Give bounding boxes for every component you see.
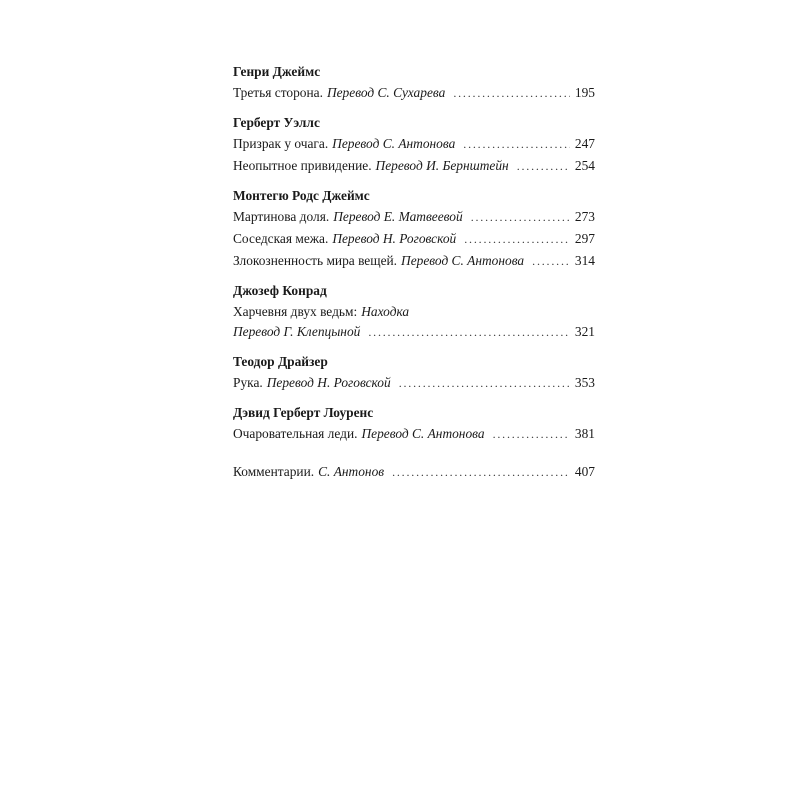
toc-entry	[233, 158, 595, 174]
dot-leader	[368, 324, 570, 340]
dot-leader	[517, 158, 570, 174]
author-name: Монтегю Родс Джеймс	[233, 188, 370, 203]
toc-entry	[233, 375, 595, 391]
toc-section	[233, 64, 595, 101]
entry-translator: Перевод С. Антонова	[332, 136, 456, 151]
toc-section	[233, 405, 595, 442]
entry-title-line	[233, 304, 595, 320]
entry-title: Мартинова доля.	[233, 209, 330, 224]
entry-translator: Перевод С. Антонова	[401, 253, 525, 268]
entry-page-number: 407	[574, 464, 595, 479]
dot-leader	[493, 426, 570, 442]
entry-title: Третья сторона.	[233, 85, 323, 100]
entry-page-number: 353	[574, 375, 595, 390]
author-name: Дэвид Герберт Лоуренс	[233, 405, 374, 420]
toc-entry	[233, 85, 595, 101]
entry-page-number: 195	[574, 85, 595, 100]
entry-title: Неопытное привидение.	[233, 158, 372, 173]
toc-section	[233, 283, 595, 340]
dot-leader	[399, 375, 570, 391]
entry-title: Призрак у очага.	[233, 136, 329, 151]
entry-translator: Перевод Н. Роговской	[332, 231, 457, 246]
toc-comments-section	[233, 464, 595, 480]
toc-entry	[233, 304, 595, 340]
dot-leader	[463, 136, 570, 152]
toc-entry	[233, 209, 595, 225]
entry-subtitle: Находка	[361, 304, 410, 319]
entry-translator: Перевод Н. Роговской	[266, 375, 391, 390]
toc-entry	[233, 426, 595, 442]
toc-section	[233, 188, 595, 269]
entry-title: Рука.	[233, 375, 263, 390]
entry-translator: С. Антонов	[318, 464, 385, 479]
entry-translator: Перевод Г. Клепцыной	[233, 324, 361, 339]
author-name: Генри Джеймс	[233, 64, 321, 79]
entry-translator: Перевод Е. Матвеевой	[333, 209, 463, 224]
entry-title: Харчевня двух ведьм:	[233, 304, 358, 319]
entry-page-number: 381	[574, 426, 595, 441]
entry-page-number: 247	[574, 136, 595, 151]
toc-entry	[233, 231, 595, 247]
entry-title: Соседская межа.	[233, 231, 329, 246]
dot-leader	[471, 209, 570, 225]
entry-translator: Перевод С. Антонова	[361, 426, 485, 441]
toc-entry	[233, 464, 595, 480]
toc-entry	[233, 136, 595, 152]
entry-page-number: 297	[574, 231, 595, 246]
entry-translator: Перевод С. Сухарева	[326, 85, 446, 100]
entry-title: Комментарии.	[233, 464, 315, 479]
toc-entry	[233, 253, 595, 269]
dot-leader	[532, 253, 570, 269]
author-name: Теодор Драйзер	[233, 354, 328, 369]
dot-leader	[453, 85, 570, 101]
author-name: Герберт Уэллс	[233, 115, 320, 130]
entry-page-number: 254	[574, 158, 595, 173]
table-of-contents	[233, 64, 595, 494]
toc-section	[233, 354, 595, 391]
entry-translator-line	[233, 324, 595, 340]
dot-leader	[464, 231, 570, 247]
entry-title: Злокозненность мира вещей.	[233, 253, 398, 268]
dot-leader	[392, 464, 570, 480]
toc-section	[233, 115, 595, 174]
entry-translator: Перевод И. Бернштейн	[375, 158, 509, 173]
entry-page-number: 314	[574, 253, 595, 268]
entry-page-number: 273	[574, 209, 595, 224]
entry-title: Очаровательная леди.	[233, 426, 358, 441]
entry-page-number: 321	[574, 324, 595, 339]
author-name: Джозеф Конрад	[233, 283, 327, 298]
